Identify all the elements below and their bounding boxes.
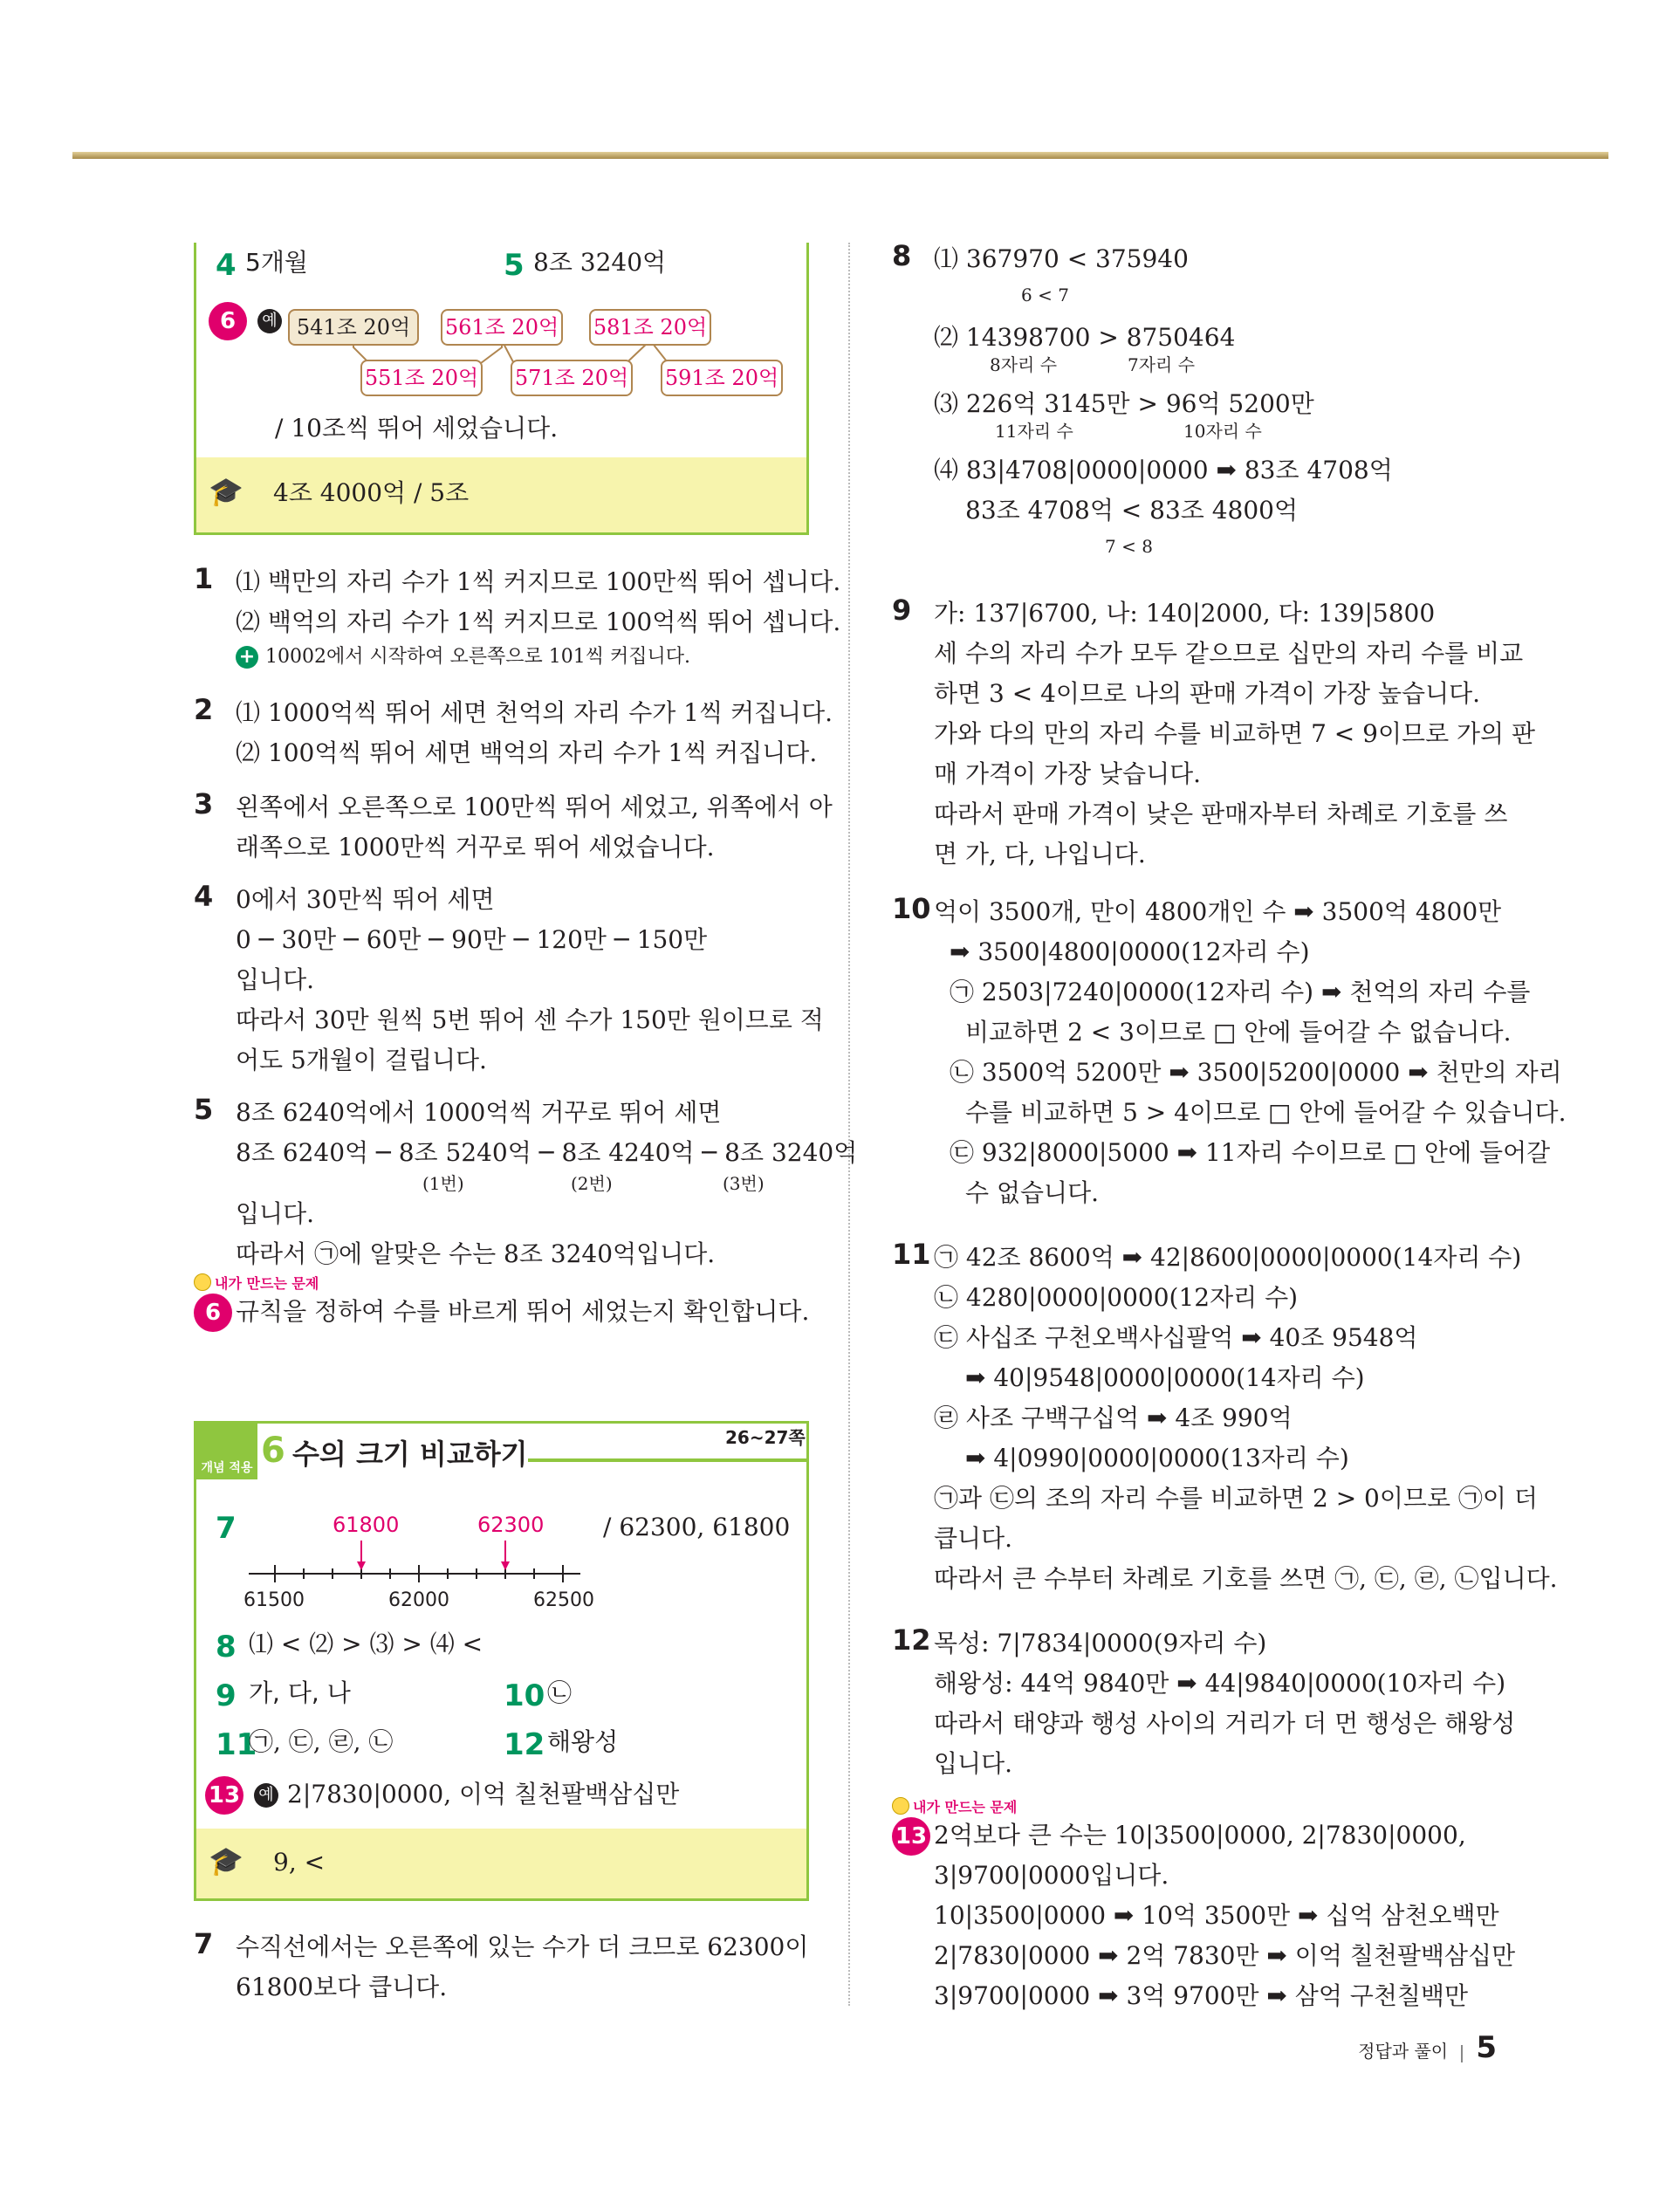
exp13-line2: 3|9700|0000입니다.: [934, 1861, 1169, 1890]
exp12-line3: 따라서 태양과 행성 사이의 거리가 더 먼 행성은 해왕성: [934, 1709, 1516, 1738]
q9-number: 9: [216, 1678, 237, 1713]
exp4-line5: 어도 5개월이 걸립니다.: [236, 1046, 487, 1074]
exp2-number: 2: [194, 693, 214, 726]
exp9-number: 9: [892, 594, 912, 627]
exp1-number: 1: [194, 562, 214, 595]
exp8-line2: ⑵ 14398700 > 8750464: [934, 323, 1236, 352]
q11-answer: ㉠, ㉢, ㉣, ㉡: [249, 1727, 394, 1756]
footer-separator: [1461, 2045, 1463, 2062]
exp4-line2: 0 ─ 30만 ─ 60만 ─ 90만 ─ 120만 ─ 150만: [236, 925, 708, 954]
exp1-line2: ⑵ 백억의 자리 수가 1씩 커지므로 100억씩 뛰어 셉니다.: [236, 607, 841, 636]
exp11-line3: ㉢ 사십조 구천오백사십팔억 ➡ 40조 9548억: [934, 1323, 1418, 1352]
nl-mark-a: 61800: [333, 1513, 400, 1537]
exp13-line1: 2억보다 큰 수는 10|3500|0000, 2|7830|0000,: [934, 1821, 1466, 1850]
footer-label: 정답과 풀이: [1358, 2041, 1449, 2062]
exp5-number: 5: [194, 1093, 214, 1126]
exp11-line8: 큽니다.: [934, 1524, 1013, 1553]
page-footer: [1358, 2030, 1497, 2065]
q11-number: 11: [216, 1727, 257, 1762]
q13-badge: 13: [205, 1776, 243, 1815]
answer-box-top: [194, 243, 809, 535]
exp8-note2a: 8자리 수: [990, 354, 1058, 375]
challenge-answer-bar-2: [196, 1829, 806, 1898]
exp12-line4: 입니다.: [934, 1749, 1013, 1778]
exp8-number: 8: [892, 239, 912, 272]
exp10-number: 10: [892, 892, 931, 925]
exp2-line1: ⑴ 1000억씩 뛰어 세면 천억의 자리 수가 1씩 커집니다.: [236, 698, 833, 727]
exp1-tip: 10002에서 시작하여 오른쪽으로 101씩 커집니다.: [265, 646, 690, 668]
exp10-line8: 수 없습니다.: [965, 1178, 1100, 1207]
answer-box-bottom: [194, 1421, 809, 1901]
exp2-line2: ⑵ 100억씩 뛰어 세면 백억의 자리 수가 1씩 커집니다.: [236, 738, 818, 767]
exp8-line1: ⑴ 367970 < 375940: [934, 244, 1189, 273]
tick-62000: 62000: [388, 1589, 449, 1611]
pill-1: 541조 20억: [288, 309, 419, 346]
exp10-line4: 비교하면 2 < 3이므로 □ 안에 들어갈 수 없습니다.: [965, 1018, 1512, 1047]
pill-6: 591조 20억: [661, 360, 783, 396]
step-1-label: (1번): [422, 1173, 464, 1194]
exp7-line2: 61800보다 큽니다.: [236, 1973, 448, 2001]
exp8-note3a: 11자리 수: [995, 421, 1073, 442]
pill-5: 581조 20억: [589, 309, 711, 346]
pill-4: 571조 20억: [511, 360, 633, 396]
q8-answer: ⑴ < ⑵ > ⑶ > ⑷ <: [249, 1630, 483, 1658]
q5-answer: 8조 3240억: [533, 248, 667, 277]
q7-answer: / 62300, 61800: [603, 1513, 791, 1541]
smiley-icon: [194, 1273, 211, 1291]
tick-62500: 62500: [533, 1589, 594, 1611]
exp13-line5: 3|9700|0000 ➡ 3억 9700만 ➡ 삼억 구천칠백만: [934, 1981, 1469, 2010]
exp11-line4: ➡ 40|9548|0000|0000(14자리 수): [965, 1363, 1365, 1392]
exp6-line1: 규칙을 정하여 수를 바르게 뛰어 세었는지 확인합니다.: [236, 1297, 810, 1326]
challenge-answer-2: 9, <: [273, 1848, 326, 1877]
tick-61500: 61500: [243, 1589, 305, 1611]
exp11-line6: ➡ 4|0990|0000|0000(13자리 수): [965, 1444, 1349, 1472]
step-3-label: (3번): [723, 1173, 765, 1194]
exp8-line3: ⑶ 226억 3145만 > 96억 5200만: [934, 389, 1314, 418]
pill-3: 561조 20억: [441, 309, 563, 346]
q7-number: 7: [216, 1511, 237, 1546]
example-mark: 예: [257, 309, 282, 333]
exp11-line2: ㉡ 4280|0000|0000(12자리 수): [934, 1283, 1299, 1312]
exp12-line1: 목성: 7|7834|0000(9자리 수): [934, 1629, 1267, 1657]
mascot-icon-2: 🎓: [209, 1844, 243, 1877]
q12-number: 12: [504, 1727, 545, 1762]
top-rule: [72, 152, 1608, 159]
exp9-line5: 매 가격이 가장 낮습니다.: [934, 759, 1202, 788]
exp10-line3: ㉠ 2503|7240|0000(12자리 수) ➡ 천억의 자리 수를: [950, 978, 1531, 1006]
section-number: 6: [261, 1431, 285, 1471]
exp9-line4: 가와 다의 만의 자리 수를 비교하면 7 < 9이므로 가의 판: [934, 719, 1536, 748]
exp12-line2: 해왕성: 44억 9840만 ➡ 44|9840|0000(10자리 수): [934, 1669, 1506, 1698]
exp10-line1: 억이 3500개, 만이 4800개인 수 ➡ 3500억 4800만: [934, 897, 1502, 926]
exp3-line2: 래쪽으로 1000만씩 거꾸로 뛰어 세었습니다.: [236, 833, 715, 861]
example-mark-2: 예: [254, 1783, 278, 1808]
section-pages: 26~27쪽: [725, 1427, 806, 1448]
exp11-line1: ㉠ 42조 8600억 ➡ 42|8600|0000|0000(14자리 수): [934, 1243, 1522, 1272]
exp10-line5: ㉡ 3500억 5200만 ➡ 3500|5200|0000 ➡ 천만의 자리: [950, 1058, 1562, 1087]
page-number: 5: [1476, 2030, 1497, 2065]
exp13-badge: 13: [892, 1817, 930, 1856]
exp3-number: 3: [194, 787, 214, 820]
exp8-note2b: 7자리 수: [1128, 354, 1196, 375]
exp8-line5: 83조 4708억 < 83조 4800억: [965, 496, 1299, 525]
q8-number: 8: [216, 1630, 237, 1664]
q12-answer: 해왕성: [547, 1727, 619, 1756]
exp11-line5: ㉣ 사조 구백구십억 ➡ 4조 990억: [934, 1403, 1293, 1432]
exp9-line6: 따라서 판매 가격이 낮은 판매자부터 차례로 기호를 쓰: [934, 800, 1508, 828]
exp11-number: 11: [892, 1238, 931, 1271]
exp4-number: 4: [194, 880, 214, 913]
exp5-line2: 8조 6240억 ─ 8조 5240억 ─ 8조 4240억 ─ 8조 3240억: [236, 1138, 858, 1167]
nl-mark-b: 62300: [477, 1513, 545, 1537]
q9-answer: 가, 다, 나: [249, 1678, 351, 1707]
q5-number: 5: [504, 248, 525, 283]
exp7-line1: 수직선에서는 오른쪽에 있는 수가 더 크므로 62300이: [236, 1932, 809, 1961]
smiley-icon-2: [892, 1796, 909, 1815]
column-divider: [848, 243, 850, 2006]
step-2-label: (2번): [571, 1173, 613, 1194]
exp4-line1: 0에서 30만씩 뛰어 세면: [236, 885, 495, 914]
challenge-answer-bar: [196, 457, 806, 532]
q6-note: / 10조씩 뛰어 세었습니다.: [275, 414, 559, 443]
exp5-line3: 입니다.: [236, 1199, 315, 1228]
q10-answer: ㉡: [547, 1678, 573, 1707]
q13-answer: 2|7830|0000, 이억 칠천팔백삼십만: [287, 1780, 680, 1808]
exp9-line2: 세 수의 자리 수가 모두 같으므로 십만의 자리 수를 비교: [934, 639, 1524, 668]
exp12-number: 12: [892, 1623, 931, 1657]
exp8-line4: ⑷ 83|4708|0000|0000 ➡ 83조 4708억: [934, 456, 1393, 484]
my-problem-tag: 내가 만드는 문제: [215, 1275, 319, 1292]
exp6-badge: 6: [194, 1294, 232, 1332]
mascot-icon: 🎓: [209, 475, 243, 508]
q4-number: 4: [216, 248, 237, 283]
exp13-line3: 10|3500|0000 ➡ 10억 3500만 ➡ 십억 삼천오백만: [934, 1901, 1499, 1930]
q10-number: 10: [504, 1678, 545, 1713]
exp4-line4: 따라서 30만 원씩 5번 뛰어 센 수가 150만 원이므로 적: [236, 1005, 824, 1034]
section-title: 수의 크기 비교하기: [292, 1438, 528, 1471]
challenge-answer: 4조 4000억 / 5조: [273, 478, 470, 507]
exp10-line7: ㉢ 932|8000|5000 ➡ 11자리 수이므로 □ 안에 들어갈: [950, 1138, 1551, 1167]
q4-answer: 5개월: [245, 248, 308, 277]
exp10-line2: ➡ 3500|4800|0000(12자리 수): [950, 937, 1310, 966]
exp10-line6: 수를 비교하면 5 > 4이므로 □ 안에 들어갈 수 있습니다.: [965, 1098, 1567, 1127]
exp8-note5: 7 < 8: [1105, 536, 1153, 557]
exp9-line3: 하면 3 < 4이므로 나의 판매 가격이 가장 높습니다.: [934, 679, 1481, 708]
plus-icon: +: [236, 646, 258, 669]
exp11-line7: ㉠과 ㉢의 조의 자리 수를 비교하면 2 > 0이므로 ㉠이 더: [934, 1484, 1538, 1513]
exp9-line7: 면 가, 다, 나입니다.: [934, 840, 1146, 868]
exp3-line1: 왼쪽에서 오른쪽으로 100만씩 뛰어 세었고, 위쪽에서 아: [236, 793, 833, 821]
exp1-line1: ⑴ 백만의 자리 수가 1씩 커지므로 100만씩 뛰어 셉니다.: [236, 567, 841, 596]
exp8-note3b: 10자리 수: [1183, 421, 1262, 442]
exp4-line3: 입니다.: [236, 965, 315, 994]
section-rule: [528, 1458, 809, 1462]
exp8-note1: 6 < 7: [1021, 285, 1069, 305]
section-tag: 개념 적용: [196, 1424, 257, 1479]
exp7-number: 7: [194, 1927, 214, 1960]
exp5-line1: 8조 6240억에서 1000억씩 거꾸로 뛰어 세면: [236, 1098, 722, 1127]
my-problem-tag-2: 내가 만드는 문제: [913, 1799, 1018, 1815]
pill-2: 551조 20억: [360, 360, 483, 396]
exp11-line9: 따라서 큰 수부터 차례로 기호를 쓰면 ㉠, ㉢, ㉣, ㉡입니다.: [934, 1564, 1558, 1593]
exp5-line4: 따라서 ㉠에 알맞은 수는 8조 3240억입니다.: [236, 1239, 716, 1268]
exp9-line1: 가: 137|6700, 나: 140|2000, 다: 139|5800: [934, 599, 1436, 628]
exp13-line4: 2|7830|0000 ➡ 2억 7830만 ➡ 이억 칠천팔백삼십만: [934, 1941, 1516, 1970]
q6-badge: 6: [209, 302, 247, 340]
